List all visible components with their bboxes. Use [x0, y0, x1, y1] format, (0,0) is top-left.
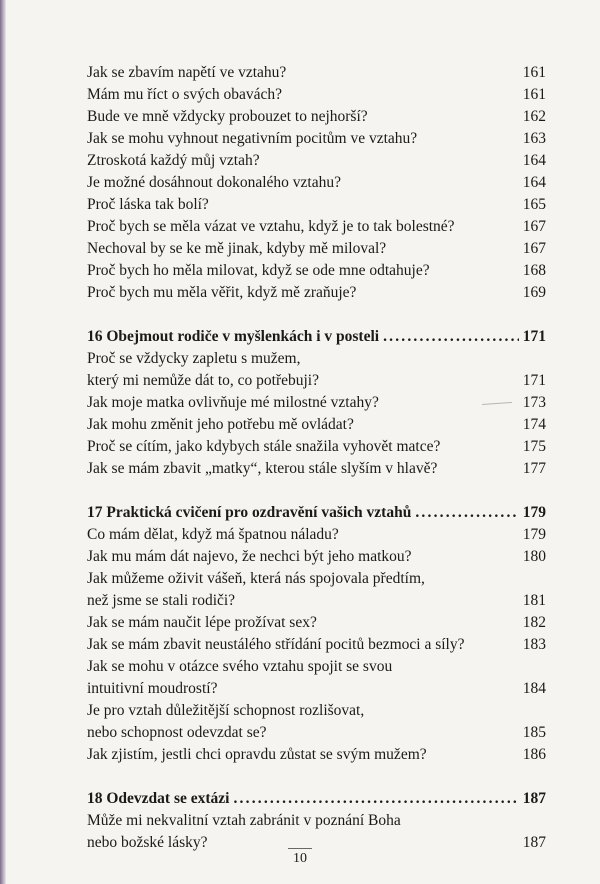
toc-entry [87, 634, 546, 656]
entry-title: Jak zjistím, jestli chci opravdu zůstat se svým mužem? [87, 746, 427, 763]
entry-title: Je možné dosáhnout dokonalého vztahu? [87, 174, 341, 191]
toc-entry [87, 106, 546, 128]
entry-title: intuitivní moudrostí? [87, 680, 218, 697]
entry-page-number: 163 [522, 130, 546, 147]
entry-page-number: 185 [522, 724, 546, 741]
chapter-title: 17 Praktická cvičení pro ozdravění vašich vztahů [87, 504, 412, 521]
entry-page-number: 184 [522, 680, 546, 697]
entry-title: Proč bych ho měla milovat, když se ode mne odtahuje? [87, 262, 430, 279]
entry-page-number: 186 [522, 746, 546, 763]
footer-rule [288, 848, 312, 849]
entry-title: Jak mu mám dát najevo, že nechci být jeho matkou? [87, 548, 412, 565]
toc-entry [87, 84, 546, 106]
entry-page-number: 179 [522, 526, 546, 543]
entry-title: Jak se zbavím napětí ve vztahu? [87, 64, 287, 81]
toc-entry [87, 744, 546, 766]
entry-title: Je pro vztah důležitější schopnost rozlišovat, [87, 702, 365, 719]
entry-title: Jak mohu změnit jeho potřebu mě ovládat? [87, 416, 354, 433]
entry-page-number: 173 [522, 394, 546, 411]
entry-title: Proč bych se měla vázat ve vztahu, když je to tak bolestné? [87, 218, 455, 235]
dot-leader [415, 502, 518, 524]
entry-title: Jak se mám naučit lépe prožívat sex? [87, 614, 317, 631]
entry-page-number: 161 [522, 64, 546, 81]
entry-title: Proč se cítím, jako kdybych stále snažila vyhovět matce? [87, 438, 441, 455]
toc-entry [87, 260, 546, 282]
toc-entry [87, 458, 546, 480]
toc-entry [87, 194, 546, 216]
toc-entry [87, 524, 546, 546]
toc-entry [87, 238, 546, 260]
entry-title: Ztroskotá každý můj vztah? [87, 152, 260, 169]
entry-page-number: 168 [522, 262, 546, 279]
entry-page-number: 181 [522, 592, 546, 609]
chapter-block [87, 326, 546, 480]
entry-page-number: 171 [522, 372, 546, 389]
entry-title: který mi nemůže dát to, co potřebuji? [87, 372, 319, 389]
chapter-block [87, 788, 546, 854]
entry-title: nebo schopnost odevzdat se? [87, 724, 267, 741]
toc-entry [87, 392, 546, 414]
entry-title: Co mám dělat, když má špatnou náladu? [87, 526, 339, 543]
entry-title: nebo božské lásky? [87, 834, 208, 851]
chapter-list [87, 326, 546, 854]
entry-page-number: 174 [522, 416, 546, 433]
entry-page-number: 167 [522, 218, 546, 235]
entry-title: Jak moje matka ovlivňuje mé milostné vztahy? [87, 394, 379, 411]
entry-title: Bude ve mně vždycky probouzet to nejhorší? [87, 108, 368, 125]
binding-edge [0, 0, 6, 884]
entry-title: Může mi nekvalitní vztah zabránit v poznání Boha [87, 812, 401, 829]
entry-title: Proč láska tak bolí? [87, 196, 209, 213]
entry-page-number: 183 [522, 636, 546, 653]
entry-page-number: 164 [522, 152, 546, 169]
chapter-page-number: 187 [522, 790, 546, 807]
entry-page-number: 167 [522, 240, 546, 257]
toc-entry [87, 436, 546, 458]
toc-entry [87, 656, 546, 678]
toc-entry [87, 612, 546, 634]
chapter-heading [87, 788, 546, 810]
entry-page-number: 182 [522, 614, 546, 631]
toc-entry [87, 810, 546, 832]
page-number: 10 [293, 851, 307, 866]
entry-title: než jsme se stali rodiči? [87, 592, 236, 609]
chapter-page-number: 171 [522, 328, 546, 345]
toc-entry [87, 128, 546, 150]
table-of-contents [87, 62, 546, 854]
entry-title: Nechoval by se ke mě jinak, kdyby mě miloval? [87, 240, 387, 257]
entry-title: Jak můžeme oživit vášeň, která nás spojovala předtím, [87, 570, 425, 587]
toc-entry [87, 348, 546, 370]
chapter-block [87, 502, 546, 766]
toc-entry [87, 282, 546, 304]
toc-entry [87, 700, 546, 722]
entry-page-number: 165 [522, 196, 546, 213]
entry-page-number: 161 [522, 86, 546, 103]
entry-page-number: 162 [522, 108, 546, 125]
chapter-heading [87, 326, 546, 348]
entry-page-number: 187 [522, 834, 546, 851]
toc-entry [87, 590, 546, 612]
entry-page-number: 169 [522, 284, 546, 301]
entry-title: Jak se mohu vyhnout negativním pocitům ve vztahu? [87, 130, 418, 147]
toc-entry [87, 568, 546, 590]
toc-entry [87, 414, 546, 436]
entry-title: Proč bych mu měla věřit, když mě zraňuje? [87, 284, 357, 301]
dot-leader [233, 788, 518, 810]
dot-leader [383, 326, 519, 348]
entry-page-number: 164 [522, 174, 546, 191]
toc-entry [87, 150, 546, 172]
chapter-title: 16 Obejmout rodiče v myšlenkách i v posteli [87, 328, 380, 345]
chapter-page-number: 179 [522, 504, 546, 521]
entry-title: Jak se mám zbavit „matky“, kterou stále slyším v hlavě? [87, 460, 438, 477]
chapter-heading [87, 502, 546, 524]
chapter-title: 18 Odevzdat se extázi [87, 790, 230, 807]
intro-entry-list [87, 62, 546, 304]
toc-entry [87, 216, 546, 238]
toc-entry [87, 722, 546, 744]
entry-page-number: 177 [522, 460, 546, 477]
entry-title: Jak se mám zbavit neustálého střídání pocitů bezmoci a síly? [87, 636, 465, 653]
toc-entry [87, 370, 546, 392]
entry-title: Jak se mohu v otázce svého vztahu spojit se svou [87, 658, 393, 675]
toc-entry [87, 62, 546, 84]
entry-title: Proč se vždycky zapletu s mužem, [87, 350, 301, 367]
entry-title: Mám mu říct o svých obavách? [87, 86, 282, 103]
toc-entry [87, 678, 546, 700]
entry-page-number: 175 [522, 438, 546, 455]
toc-entry [87, 546, 546, 568]
toc-entry [87, 172, 546, 194]
entry-page-number: 180 [522, 548, 546, 565]
